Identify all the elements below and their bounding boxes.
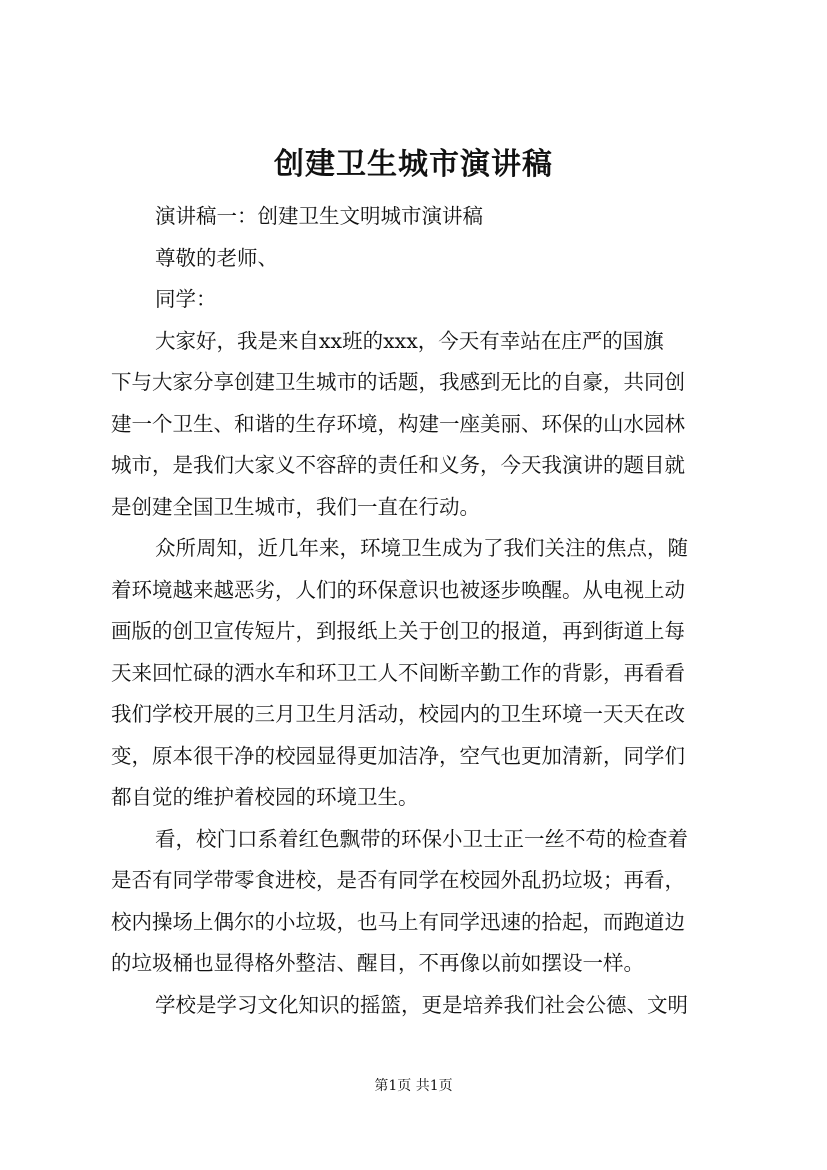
paragraph-line: 城市，是我们大家义不容辞的责任和义务，今天我演讲的题目就: [111, 453, 685, 477]
paragraph-line: 下与大家分享创建卫生城市的话题，我感到无比的自豪，共同创: [111, 370, 685, 394]
page-footer: 第1页 共1页: [374, 1078, 453, 1094]
paragraph-line: 天来回忙碌的洒水车和环卫工人不间断辛勤工作的背影，再看看: [111, 660, 685, 685]
paragraph-line: 看，校门口系着红色飘带的环保小卫士正一丝不苟的检查着: [155, 826, 688, 851]
salutation-line: 同学：: [155, 287, 217, 311]
paragraph-line: 是创建全国卫生城市，我们一直在行动。: [111, 494, 480, 519]
speech-subtitle: 演讲稿一：创建卫生文明城市演讲稿: [155, 204, 483, 228]
paragraph-line: 都自觉的维护着校园的环境卫生。: [111, 785, 419, 809]
paragraph-line: 的垃圾桶也显得格外整洁、醒目，不再像以前如摆设一样。: [111, 951, 644, 975]
paragraph-line: 学校是学习文化知识的摇篮，更是培养我们社会公德、文明: [155, 992, 688, 1017]
paragraph-line: 校内操场上偶尔的小垃圾，也马上有同学迅速的拾起，而跑道边: [111, 909, 685, 934]
page-title: 创建卫生城市演讲稿: [274, 147, 553, 182]
paragraph-line: 我们学校开展的三月卫生月活动，校园内的卫生环境一天天在改: [111, 702, 685, 726]
paragraph-line: 变，原本很干净的校园显得更加洁净，空气也更加清新，同学们: [111, 743, 685, 768]
paragraph-line: 是否有同学带零食进校，是否有同学在校园外乱扔垃圾；再看，: [111, 868, 685, 892]
salutation-line: 尊敬的老师、: [155, 245, 278, 270]
paragraph-line: 大家好，我是来自xx班的xxx，今天有幸站在庄严的国旗: [155, 328, 664, 353]
paragraph-line: 着环境越来越恶劣，人们的环保意识也被逐步唤醒。从电视上动: [111, 577, 685, 602]
document-body: [111, 196, 735, 1026]
paragraph-line: 建一个卫生、和谐的生存环境，构建一座美丽、环保的山水园林: [111, 411, 685, 436]
paragraph-line: 众所周知，近几年来，环境卫生成为了我们关注的焦点，随: [155, 536, 688, 560]
paragraph-line: 画版的创卫宣传短片，到报纸上关于创卫的报道，再到街道上每: [111, 619, 685, 643]
